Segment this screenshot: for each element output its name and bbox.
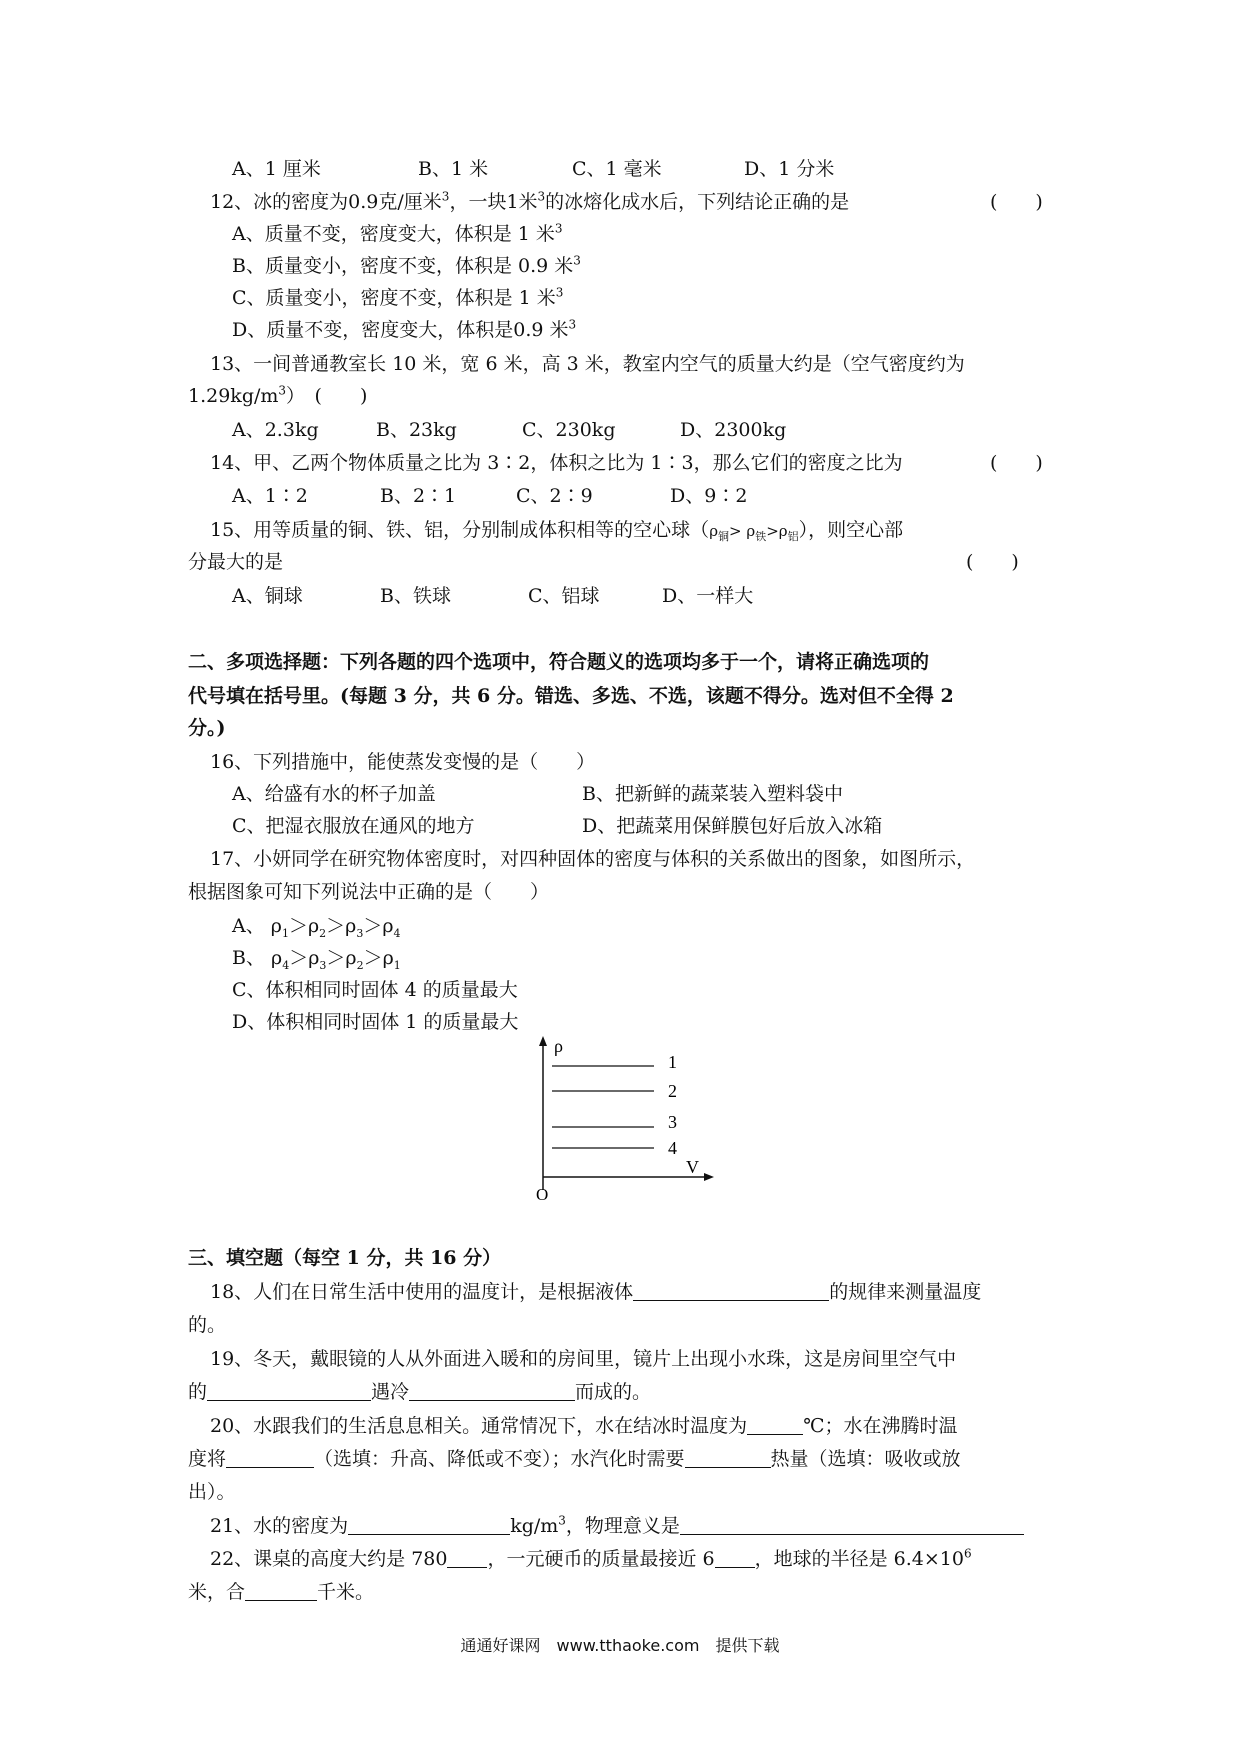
section2-heading-line1: 二、多项选择题：下列各题的四个选项中，符合题义的选项均多于一个，请将正确选项的 [188, 651, 930, 673]
q19-stem-line2: 的 遇冷 而成的。 [188, 1381, 652, 1403]
q11-option-d: D、1 分米 [744, 158, 835, 180]
q15-option-b: B、铁球 [380, 585, 451, 607]
q21-blank-1[interactable] [348, 1514, 510, 1535]
q18-blank[interactable] [633, 1280, 829, 1301]
q17-option-d: D、体积相同时固体 1 的质量最大 [232, 1011, 519, 1033]
q19-stem-line1: 19、冬天，戴眼镜的人从外面进入暖和的房间里，镜片上出现小水珠，这是房间里空气中 [210, 1348, 957, 1370]
q20-stem-line2: 度将 （选填：升高、降低或不变）；水汽化时需要 热量（选填：吸收或放 [188, 1448, 961, 1470]
graph-line-label-4: 4 [668, 1138, 677, 1158]
q16-option-a: A、给盛有水的杯子加盖 [232, 783, 436, 805]
q12-option-a: A、质量不变，密度变大，体积是 1 米$^3$ [232, 221, 563, 245]
q13-option-c: C、230kg [522, 419, 616, 441]
q11-option-c: C、1 毫米 [572, 158, 662, 180]
page-footer: 通通好课网 www.tthaoke.com 提供下载 [460, 1636, 780, 1655]
q21-stem: 21、水的密度为 $kg/m^3$，物理意义是 [210, 1514, 1024, 1538]
q22-blank-1[interactable] [447, 1547, 487, 1568]
q14-answer-paren: ( ) [990, 452, 1043, 474]
q13-option-d: D、2300kg [680, 419, 787, 441]
section2-heading-line2: 代号填在括号里。(每题 3 分，共 6 分。错选、多选、不选，该题不得分。选对但不全得 2 [188, 685, 954, 707]
q17-stem-line1: 17、小妍同学在研究物体密度时，对四种固体的密度与体积的关系做出的图象，如图所示， [210, 848, 976, 870]
q14-option-a: A、1∶2 [232, 485, 308, 507]
section2-heading-line3: 分。) [188, 717, 226, 739]
q14-stem: 14、甲、乙两个物体质量之比为 3∶2，体积之比为 1∶3，那么它们的密度之比为 [210, 452, 903, 474]
graph-line-label-3: 3 [668, 1112, 677, 1132]
q20-stem-line1: 20、水跟我们的生活息息相关。通常情况下，水在结冰时温度为 ℃；水在沸腾时温 [210, 1415, 958, 1437]
y-axis-arrow [539, 1036, 547, 1046]
q15-answer-paren: ( ) [966, 551, 1019, 573]
q22-stem-line1: 22、课桌的高度大约是 780 ，一元硬币的质量最接近 6 ，地球的半径是 $6.4\times 10^6$ [210, 1546, 972, 1570]
q13-stem-line2: $1.29kg/m^3$） ( ) [188, 383, 368, 407]
q15-stem-line2: 分最大的是 [188, 551, 284, 573]
q20-blank-2[interactable] [226, 1447, 314, 1468]
x-axis-arrow [704, 1173, 714, 1181]
q15-option-a: A、铜球 [232, 585, 303, 607]
q11-option-a: A、1 厘米 [232, 158, 321, 180]
q12-option-d: D、质量不变，密度变大，体积是0.9 米$^3$ [232, 317, 577, 341]
q11-option-b: B、1 米 [418, 158, 489, 180]
q15-option-c: C、铝球 [528, 585, 600, 607]
q17-option-c: C、体积相同时固体 4 的质量最大 [232, 979, 518, 1001]
q16-option-d: D、把蔬菜用保鲜膜包好后放入冰箱 [582, 815, 883, 837]
q13-option-a: A、2.3kg [232, 419, 319, 441]
q21-blank-2[interactable] [680, 1514, 1024, 1535]
q19-blank-1[interactable] [207, 1380, 371, 1401]
q18-stem-line2: 的。 [188, 1314, 227, 1336]
q17-option-a: A、 $\rho_1>\rho_2>\rho_3>\rho_4$ [232, 915, 401, 940]
x-axis-label: V [686, 1157, 699, 1177]
q12-answer-paren: ( ) [990, 191, 1043, 213]
q22-blank-2[interactable] [715, 1547, 755, 1568]
q16-option-c: C、把湿衣服放在通风的地方 [232, 815, 475, 837]
q22-blank-3[interactable] [245, 1580, 317, 1601]
q12-option-b: B、质量变小，密度不变，体积是 0.9 米$^3$ [232, 253, 581, 277]
q18-stem-line1: 18、人们在日常生活中使用的温度计，是根据液体 的规律来测量温度 [210, 1281, 982, 1303]
q20-blank-1[interactable] [747, 1414, 803, 1435]
q13-stem-line1: 13、一间普通教室长 10 米，宽 6 米，高 3 米，教室内空气的质量大约是（空气密度约为 [210, 353, 965, 375]
graph-line-label-2: 2 [668, 1081, 677, 1101]
q20-stem-line3: 出）。 [188, 1481, 236, 1503]
q19-blank-2[interactable] [409, 1380, 575, 1401]
q14-option-c: C、2∶9 [516, 485, 593, 507]
q22-stem-line2: 米，合 千米。 [188, 1581, 375, 1603]
q12-stem: 12、冰的密度为0.9克/厘米$^3$，一块1米$^3$的冰熔化成水后，下列结论正确的是 [210, 189, 850, 213]
q15-option-d: D、一样大 [662, 585, 754, 607]
q12-option-c: C、质量变小，密度不变，体积是 1 米$^3$ [232, 285, 564, 309]
q14-option-b: B、2∶1 [380, 485, 457, 507]
q14-option-d: D、9∶2 [670, 485, 748, 507]
section3-heading: 三、填空题（每空 1 分，共 16 分） [188, 1247, 502, 1269]
q16-stem: 16、下列措施中，能使蒸发变慢的是（ ） [210, 751, 596, 773]
q16-option-b: B、把新鲜的蔬菜装入塑料袋中 [582, 783, 843, 805]
density-volume-graph [520, 1030, 730, 1210]
q15-stem-line1: 15、用等质量的铜、铁、铝，分别制成体积相等的空心球$(\rho_铜> \rho_铁>\rho_铝)$，则空心部 [210, 519, 904, 543]
q17-option-b: B、 $\rho_4>\rho_3>\rho_2>\rho_1$ [232, 947, 401, 972]
q20-blank-3[interactable] [685, 1447, 771, 1468]
y-axis-label: ρ [554, 1036, 563, 1056]
graph-line-label-1: 1 [668, 1052, 677, 1072]
origin-label: O [536, 1185, 549, 1204]
q17-stem-line2: 根据图象可知下列说法中正确的是（ ） [188, 881, 550, 903]
q13-option-b: B、23kg [376, 419, 457, 441]
